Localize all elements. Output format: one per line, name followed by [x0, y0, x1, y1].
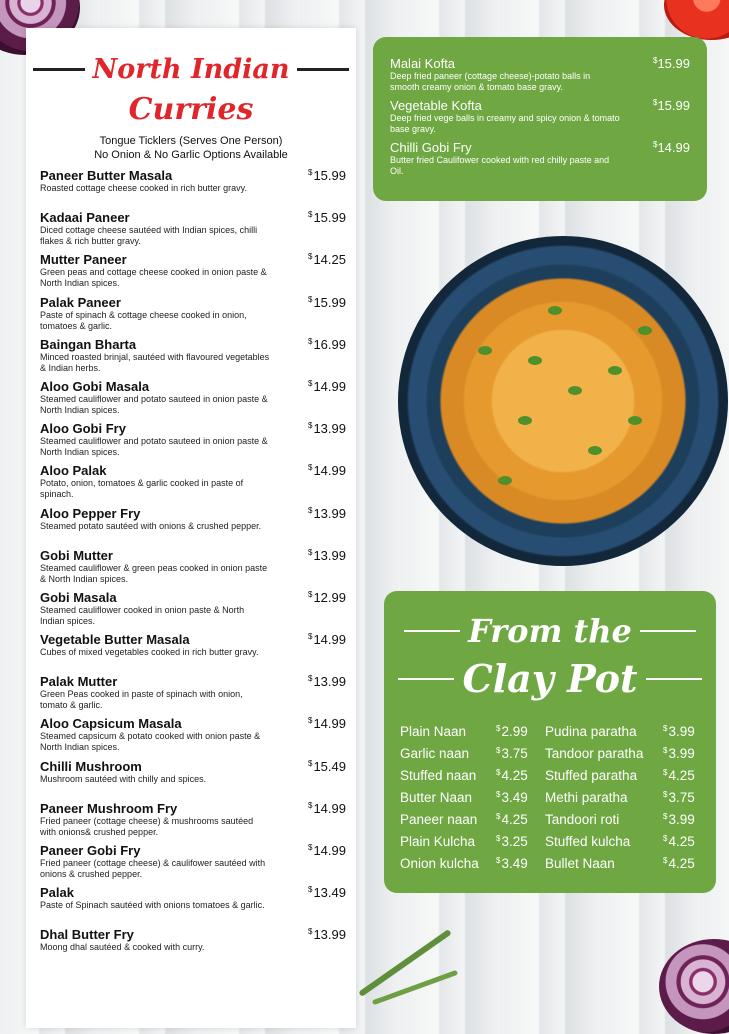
bread-item — [400, 790, 542, 812]
bread-item-name: Garlic naan — [400, 746, 470, 761]
price-value: 14.99 — [313, 716, 346, 732]
bread-item-price — [496, 768, 528, 783]
currency-symbol: $ — [663, 856, 668, 865]
bread-item-price — [663, 746, 695, 761]
bread-item — [545, 790, 701, 812]
bread-item-price — [663, 812, 695, 827]
price-value: 14.99 — [313, 800, 346, 816]
currency-symbol: $ — [663, 746, 668, 755]
menu-item-description: Butter fried Caulifower cooked with red chilly paste and Oil. — [390, 155, 610, 176]
menu-item — [390, 98, 690, 135]
bread-item-price — [496, 746, 528, 761]
section-title — [26, 54, 356, 85]
coriander-leaf-icon — [628, 416, 642, 425]
price-value: 14.99 — [313, 632, 346, 648]
menu-item-name: Paneer Butter Masala — [40, 168, 173, 183]
menu-item-price — [308, 843, 346, 858]
menu-item-name: Vegetable Kofta — [390, 98, 482, 113]
menu-item — [40, 337, 346, 379]
menu-item-description: Fried paneer (cottage cheese) & caulifower sautéed with onions & crushed pepper. — [40, 858, 266, 879]
divider — [297, 68, 349, 71]
red-onion-icon — [659, 939, 729, 1034]
price-value: 4.25 — [668, 856, 695, 871]
bread-item-price — [663, 724, 695, 739]
price-value: 16.99 — [313, 336, 346, 352]
menu-item-price — [308, 801, 346, 816]
price-value: 2.99 — [501, 724, 528, 739]
menu-item-description: Green peas and cottage cheese cooked in onion paste & North Indian spices. — [40, 267, 267, 289]
currency-symbol: $ — [496, 812, 501, 821]
menu-item — [40, 421, 346, 463]
price-value: 13.99 — [313, 927, 346, 943]
bread-item-price — [663, 834, 695, 849]
bread-item-name: Paneer naan — [400, 812, 478, 827]
bread-item — [545, 856, 701, 878]
price-value: 14.99 — [313, 378, 346, 394]
currency-symbol: $ — [663, 790, 668, 799]
currency-symbol: $ — [308, 505, 313, 515]
currency-symbol: $ — [308, 885, 313, 895]
price-value: 15.99 — [657, 98, 690, 113]
price-value: 15.99 — [313, 294, 346, 310]
menu-item-name: Aloo Palak — [40, 463, 107, 479]
clay-pot-box — [387, 594, 713, 890]
bread-item-name: Methi paratha — [545, 790, 628, 805]
currency-symbol: $ — [308, 632, 313, 642]
price-value: 3.99 — [668, 812, 695, 827]
menu-item-name: Malai Kofta — [390, 56, 456, 71]
bread-item — [400, 724, 542, 746]
currency-symbol: $ — [308, 378, 313, 388]
clay-title-line1: From the — [468, 612, 632, 650]
menu-item-price — [308, 463, 346, 478]
menu-item — [40, 379, 346, 421]
menu-item-description: Paste of spinach & cottage cheese cooked in onion, tomatoes & garlic. — [40, 309, 247, 331]
menu-item-price — [308, 548, 346, 563]
menu-item-description: Steamed cauliflower cooked in onion paste & North Indian spices. — [40, 604, 245, 626]
price-value: 3.99 — [668, 724, 695, 739]
menu-item-description: Steamed capsicum & potato cooked with onion paste & North Indian spices. — [40, 731, 261, 753]
menu-item-name: Aloo Gobi Masala — [40, 378, 150, 394]
section-title-line2: Curries — [128, 92, 254, 127]
menu-item-description: Steamed cauliflower and potato sauteed in onion paste & North Indian spices. — [40, 436, 268, 458]
menu-item-name: Palak Mutter — [40, 674, 118, 690]
menu-item-description: Deep fried paneer (cottage cheese)-potato balls in smooth creamy onion & tomato base gravy. — [390, 71, 591, 92]
menu-item — [40, 252, 346, 294]
clay-title-row2 — [387, 656, 713, 701]
price-value: 13.49 — [313, 885, 346, 901]
bread-item — [400, 834, 542, 856]
currency-symbol: $ — [653, 98, 658, 107]
currency-symbol: $ — [308, 336, 313, 346]
menu-item-description: Green Peas cooked in paste of spinach with onion, tomato & garlic. — [40, 689, 243, 711]
bread-item-name: Pudina paratha — [545, 724, 637, 739]
menu-item-price — [308, 716, 346, 731]
currency-symbol: $ — [496, 724, 501, 733]
price-value: 4.25 — [668, 768, 695, 783]
menu-item-price — [308, 210, 346, 225]
menu-item-price — [308, 632, 346, 647]
bread-item-price — [663, 856, 695, 871]
kofta-box — [376, 40, 704, 198]
menu-item-name: Kadaai Paneer — [40, 210, 130, 226]
bread-item — [545, 768, 701, 790]
currency-symbol: $ — [663, 724, 668, 733]
price-value: 4.25 — [501, 768, 528, 783]
menu-item-name: Mutter Paneer — [40, 252, 127, 268]
bread-item-price — [496, 724, 528, 739]
menu-item-description: Steamed cauliflower & green peas cooked in onion paste & North Indian spices. — [40, 562, 268, 584]
menu-item-price — [308, 506, 346, 521]
bread-item-name: Plain Naan — [400, 724, 467, 739]
currency-symbol: $ — [308, 547, 313, 557]
coriander-leaf-icon — [528, 356, 542, 365]
bread-item-name: Plain Kulcha — [400, 834, 476, 849]
coriander-leaf-icon — [638, 326, 652, 335]
currency-symbol: $ — [663, 812, 668, 821]
menu-item-description: Steamed cauliflower and potato sauteed in onion paste & North Indian spices. — [40, 393, 268, 415]
divider — [33, 68, 85, 71]
menu-item-name: Aloo Gobi Fry — [40, 421, 126, 437]
bread-list-right — [545, 724, 701, 878]
menu-item — [40, 801, 346, 843]
menu-item-description: Deep fried vege balls in creamy and spicy onion & tomato base gravy. — [390, 113, 620, 134]
bread-item-name: Stuffed naan — [400, 768, 477, 783]
aloo-gobi-bowl-icon — [398, 236, 728, 566]
currency-symbol: $ — [308, 463, 313, 473]
north-indian-curries-panel — [26, 28, 356, 1028]
bread-item — [400, 768, 542, 790]
menu-item — [390, 56, 690, 93]
coriander-leaf-icon — [498, 476, 512, 485]
menu-item-description: Paste of Spinach sautéed with onions tomatoes & garlic. — [40, 900, 265, 911]
menu-item-name: Palak — [40, 885, 74, 901]
currency-symbol: $ — [308, 252, 313, 262]
currency-symbol: $ — [653, 56, 658, 65]
bread-item-name: Tandoori roti — [545, 812, 620, 827]
menu-item — [40, 674, 346, 716]
currency-symbol: $ — [308, 927, 313, 937]
bread-item-price — [496, 856, 528, 871]
rosemary-icon — [358, 929, 452, 997]
price-value: 14.99 — [313, 463, 346, 479]
menu-item — [40, 168, 346, 210]
bread-item — [545, 746, 701, 768]
clay-title-line2: Clay Pot — [462, 656, 638, 701]
bread-item-price — [496, 812, 528, 827]
currency-symbol: $ — [496, 746, 501, 755]
section-title-line1: North Indian — [92, 54, 290, 85]
menu-item-name: Aloo Capsicum Masala — [40, 716, 182, 732]
menu-item-price — [308, 252, 346, 267]
menu-item-price — [308, 674, 346, 689]
menu-item — [40, 590, 346, 632]
coriander-leaf-icon — [548, 306, 562, 315]
menu-item-name: Gobi Masala — [40, 589, 117, 605]
clay-title-row1 — [387, 612, 713, 650]
bread-list-left — [400, 724, 542, 878]
menu-item-price — [308, 927, 346, 942]
menu-item — [40, 716, 346, 758]
price-value: 3.49 — [501, 790, 528, 805]
menu-item-description: Steamed potato sautéed with onions & crushed pepper. — [40, 520, 262, 531]
currency-symbol: $ — [308, 421, 313, 431]
menu-item-name: Baingan Bharta — [40, 336, 137, 352]
price-value: 15.99 — [313, 210, 346, 226]
menu-item — [40, 295, 346, 337]
bread-item — [545, 834, 701, 856]
menu-item-price — [653, 140, 690, 155]
menu-item-description: Moong dhal sautéed & cooked with curry. — [40, 942, 205, 953]
currency-symbol: $ — [308, 210, 313, 220]
price-value: 14.25 — [313, 252, 346, 268]
currency-symbol: $ — [496, 834, 501, 843]
currency-symbol: $ — [308, 758, 313, 768]
menu-item-name: Gobi Mutter — [40, 547, 113, 563]
currency-symbol: $ — [663, 768, 668, 777]
coriander-leaf-icon — [588, 446, 602, 455]
coriander-leaf-icon — [568, 386, 582, 395]
bread-item — [400, 856, 542, 878]
menu-item — [40, 885, 346, 927]
currency-symbol: $ — [496, 768, 501, 777]
menu-item-name: Palak Paneer — [40, 294, 121, 310]
menu-item-description: Fried paneer (cottage cheese) & mushrooms sautéed with onions& crushed pepper. — [40, 815, 254, 837]
price-value: 4.25 — [501, 812, 528, 827]
menu-item — [40, 843, 346, 885]
menu-item-price — [653, 56, 690, 71]
price-value: 15.49 — [313, 758, 346, 774]
menu-item-price — [653, 98, 690, 113]
price-value: 14.99 — [657, 140, 690, 155]
menu-item-description: Potato, onion, tomatoes & garlic cooked in paste of spinach. — [40, 478, 244, 500]
menu-item-description: Diced cottage cheese sautéed with Indian spices, chilli flakes & rich butter gravy. — [40, 225, 258, 247]
currency-symbol: $ — [308, 716, 313, 726]
bread-item-name: Onion kulcha — [400, 856, 479, 871]
price-value: 4.25 — [668, 834, 695, 849]
bread-item-name: Stuffed paratha — [545, 768, 638, 783]
coriander-leaf-icon — [608, 366, 622, 375]
menu-item-name: Chilli Gobi Fry — [390, 140, 472, 155]
menu-item — [40, 548, 346, 590]
divider — [398, 678, 454, 680]
price-value: 3.25 — [501, 834, 528, 849]
bread-item-name: Butter Naan — [400, 790, 473, 805]
price-value: 13.99 — [313, 505, 346, 521]
currency-symbol: $ — [308, 294, 313, 304]
currency-symbol: $ — [663, 834, 668, 843]
divider — [404, 630, 460, 632]
bread-item — [545, 812, 701, 834]
menu-item-price — [308, 421, 346, 436]
currency-symbol: $ — [308, 589, 313, 599]
currency-symbol: $ — [308, 843, 313, 852]
bread-item — [400, 812, 542, 834]
price-value: 3.99 — [668, 746, 695, 761]
price-value: 14.99 — [313, 843, 346, 858]
menu-item-price — [308, 337, 346, 352]
menu-item-description: Roasted cottage cheese cooked in rich butter gravy. — [40, 183, 247, 193]
bread-item — [400, 746, 542, 768]
price-value: 3.75 — [668, 790, 695, 805]
menu-item-price — [308, 379, 346, 394]
menu-item — [390, 140, 690, 177]
bread-item-name: Tandoor paratha — [545, 746, 644, 761]
price-value: 3.49 — [501, 856, 528, 871]
price-value: 13.99 — [313, 547, 346, 563]
menu-item-name: Dhal Butter Fry — [40, 927, 134, 943]
menu-item — [40, 632, 346, 674]
bread-item-price — [496, 790, 528, 805]
currency-symbol: $ — [496, 856, 501, 865]
section-title-row2 — [26, 92, 356, 127]
menu-item — [40, 506, 346, 548]
menu-item-price — [308, 759, 346, 774]
menu-item-price — [308, 590, 346, 605]
price-value: 3.75 — [501, 746, 528, 761]
menu-item-name: Chilli Mushroom — [40, 758, 142, 774]
menu-item-name: Aloo Pepper Fry — [40, 505, 141, 521]
menu-item-price — [308, 885, 346, 900]
currency-symbol: $ — [496, 790, 501, 799]
price-value: 13.99 — [313, 674, 346, 690]
divider — [646, 678, 702, 680]
menu-item-description: Mushroom sautéed with chilly and spices. — [40, 773, 207, 784]
tomato-icon — [664, 0, 729, 40]
menu-item-description: Cubes of mixed vegetables cooked in rich butter gravy. — [40, 647, 259, 658]
price-value: 13.99 — [313, 421, 346, 437]
menu-item-name: Vegetable Butter Masala — [40, 632, 190, 648]
bread-item-price — [663, 768, 695, 783]
price-value: 15.99 — [313, 168, 346, 183]
menu-item — [40, 927, 346, 969]
divider — [640, 630, 696, 632]
coriander-leaf-icon — [478, 346, 492, 355]
subtitle-serves: Tongue Ticklers (Serves One Person) — [99, 135, 283, 147]
currency-symbol: $ — [308, 168, 313, 177]
menu-item-price — [308, 168, 346, 183]
bread-item-name: Stuffed kulcha — [545, 834, 631, 849]
menu-item-description: Minced roasted brinjal, sautéed with flavoured vegetables & Indian herbs. — [40, 351, 270, 373]
menu-item — [40, 759, 346, 801]
curry-list — [40, 168, 346, 970]
subtitle-options: No Onion & No Garlic Options Available — [94, 149, 288, 161]
menu-item — [40, 210, 346, 252]
price-value: 15.99 — [657, 56, 690, 71]
bread-item-name: Bullet Naan — [545, 856, 615, 871]
price-value: 12.99 — [313, 589, 346, 605]
currency-symbol: $ — [308, 674, 313, 684]
menu-item-price — [308, 295, 346, 310]
currency-symbol: $ — [308, 800, 313, 810]
menu-item-name: Paneer Gobi Fry — [40, 843, 141, 858]
bread-item-price — [496, 834, 528, 849]
bread-item — [545, 724, 701, 746]
coriander-leaf-icon — [518, 416, 532, 425]
bread-item-price — [663, 790, 695, 805]
currency-symbol: $ — [653, 140, 658, 149]
menu-item — [40, 463, 346, 505]
menu-item-name: Paneer Mushroom Fry — [40, 800, 178, 816]
